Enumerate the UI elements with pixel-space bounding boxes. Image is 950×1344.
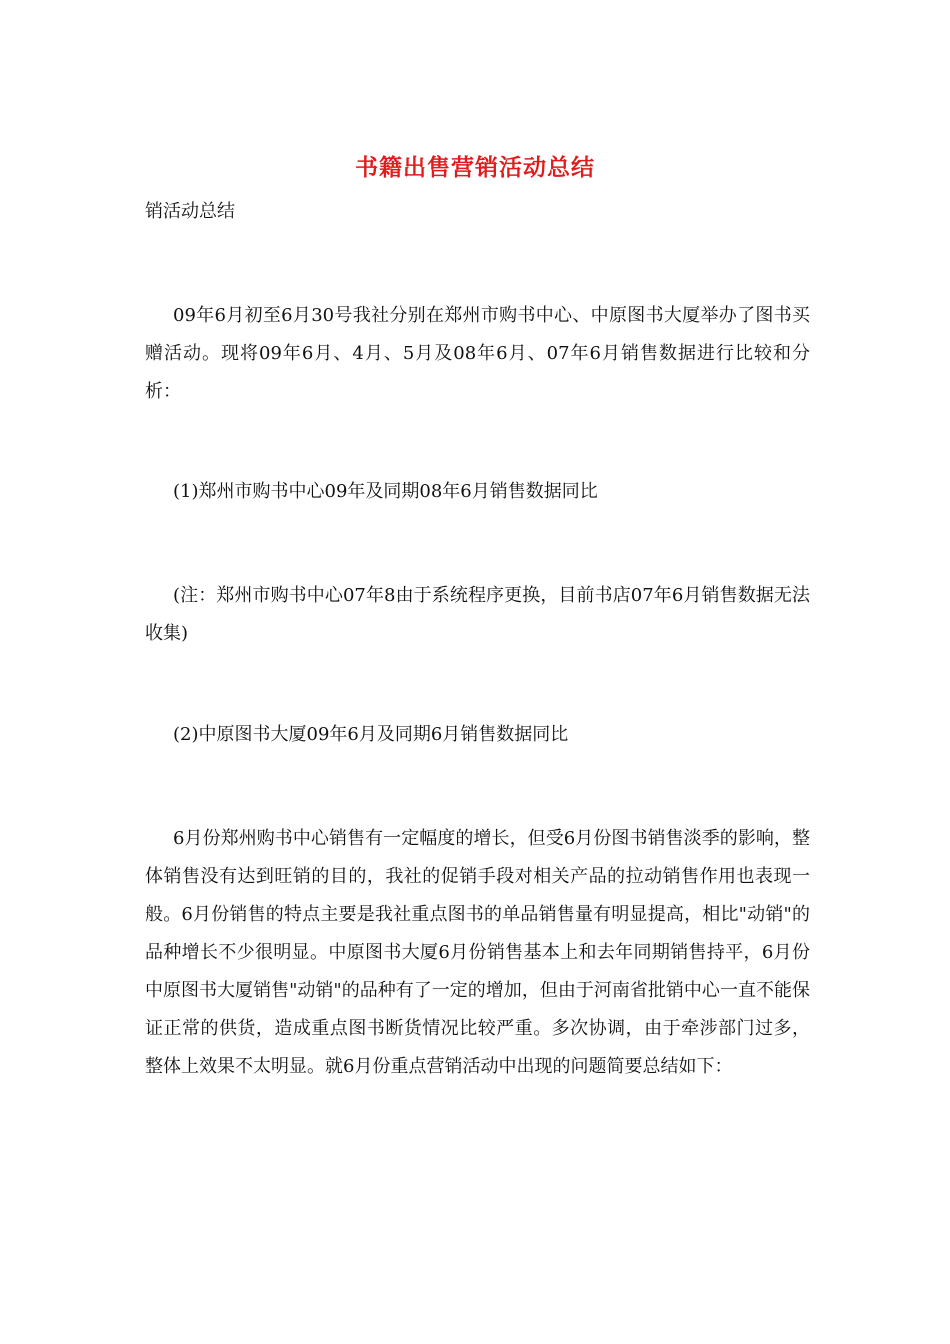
document-title: 书籍出售营销活动总结 — [355, 154, 595, 181]
paragraph-analysis: 6月份郑州购书中心销售有一定幅度的增长，但受6月份图书销售淡季的影响，整体销售没有达到旺销的目的，我社的促销手段对相关产品的拉动销售作用也表现一般。6月份销售的特点主要是我社重点图书的单品销售量有明显提高，相比"动销"的品种增长不少很明显。中原图书大厦6月份销售基本上和去年同期销售持平，6月份中原图书大厦销售"动销"的品种有了一定的增加，但由于河南省批销中心一直不能保证正常的供货，造成重点图书断货情况比较严重。多次协调，由于牵涉部门过多，整体上效果不太明显。就6月份重点营销活动中出现的问题简要总结如下： — [145, 828, 810, 1077]
paragraph-intro: 09年6月初至6月30号我社分别在郑州市购书中心、中原图书大厦举办了图书买赠活动。现将09年6月、4月、5月及08年6月、07年6月销售数据进行比较和分析： — [145, 305, 810, 402]
paragraph-section-2: (2)中原图书大厦09年6月及同期6月销售数据同比 — [173, 724, 569, 745]
paragraph-note: (注：郑州市购书中心07年8由于系统程序更换，目前书店07年6月销售数据无法收集) — [145, 585, 810, 644]
paragraph-section-1: (1)郑州市购书中心09年及同期08年6月销售数据同比 — [173, 481, 598, 502]
document-subtitle: 销活动总结 — [145, 201, 235, 222]
